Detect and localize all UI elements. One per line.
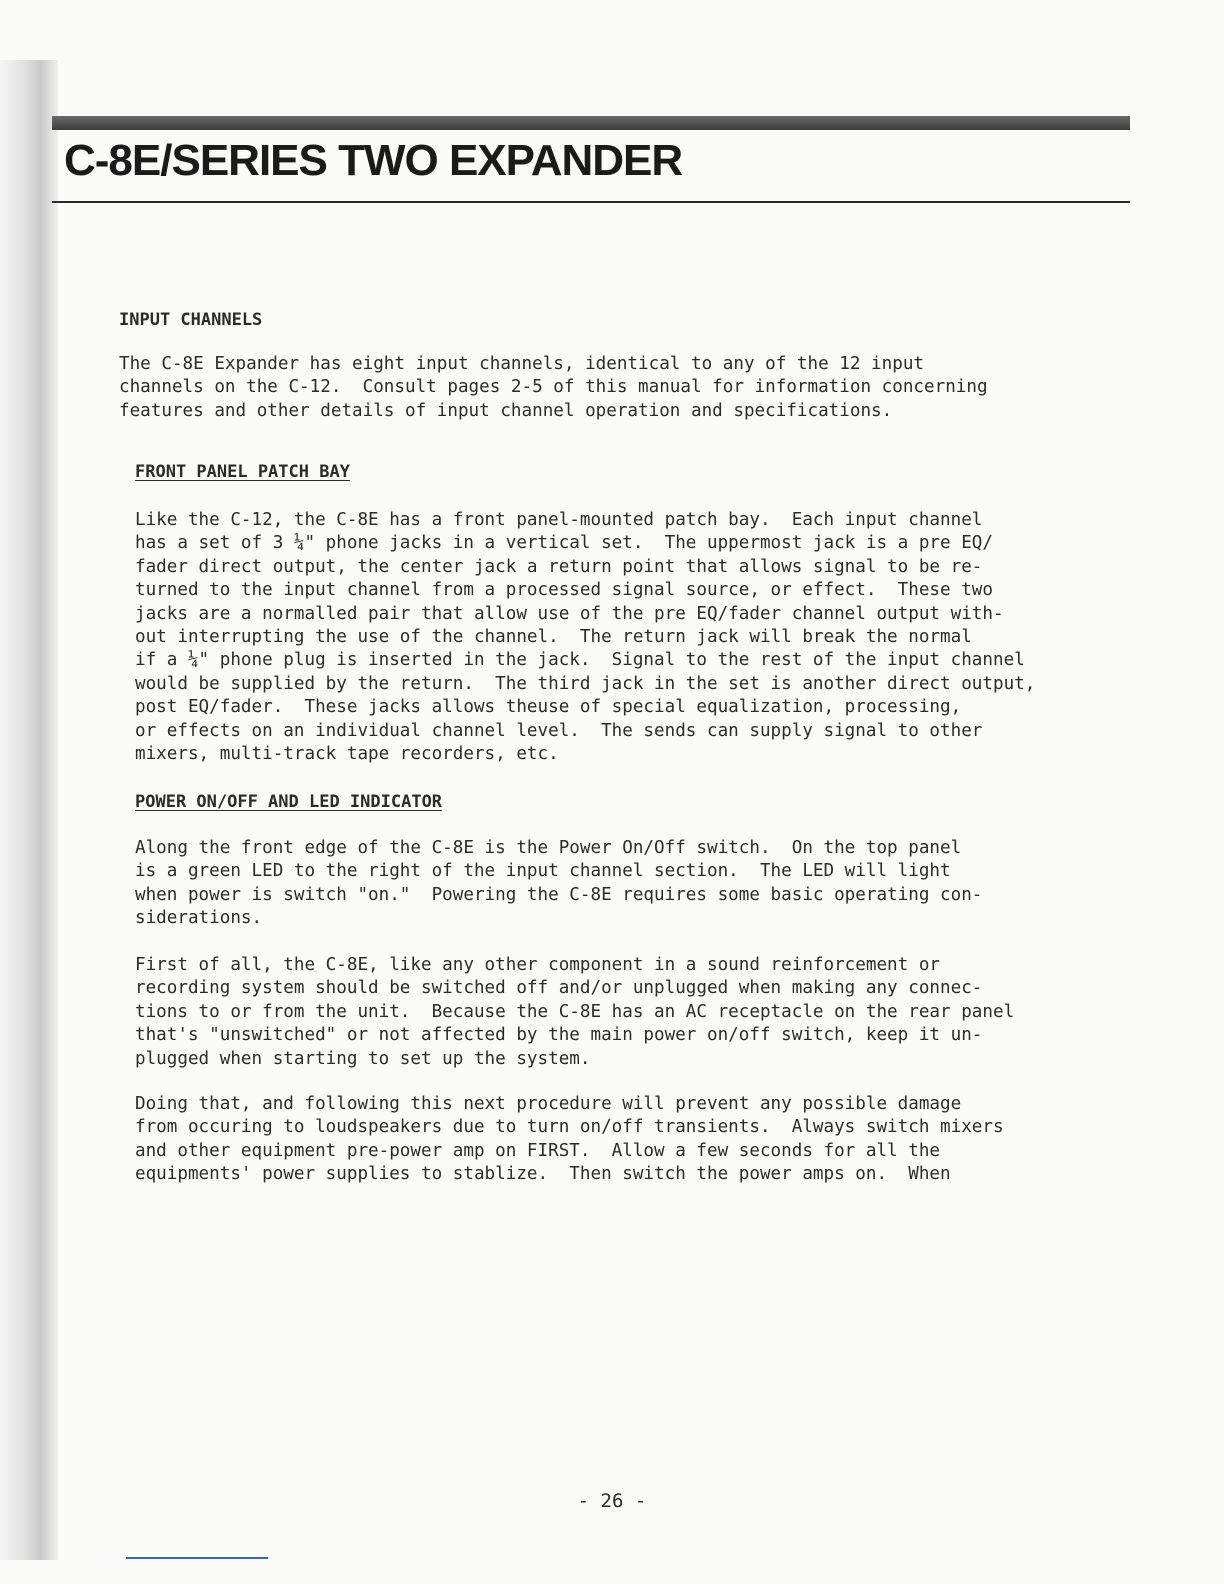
paragraph-line: mixers, multi-track tape recorders, etc. [135,744,559,765]
paragraph-power-1 [135,837,982,931]
paragraph-line: fader direct output, the center jack a return point that allows signal to be re- [135,556,983,577]
paragraph-power-2 [135,954,1014,1071]
paragraph-line: has a set of 3 ¼" phone jacks in a vertical set. The uppermost jack is a pre EQ/ [135,533,993,554]
paragraph-line: Like the C-12, the C-8E has a front panel-mounted patch bay. Each input channel [135,510,983,530]
paragraph-line: would be supplied by the return. The third jack in the set is another direct output, [135,673,1036,694]
section-heading-power: POWER ON/OFF AND LED INDICATOR [135,792,443,812]
paragraph-line: from occuring to loudspeakers due to turn on/off transients. Always switch mixers [135,1117,1004,1138]
paragraph-line: Doing that, and following this next procedure will prevent any possible damage [135,1094,962,1114]
paragraph-line: Along the front edge of the C-8E is the Power On/Off switch. On the top panel [135,838,962,858]
paragraph-line: The C-8E Expander has eight input channels, identical to any of the 12 input [119,354,925,374]
paragraph-line: recording system should be switched off and/or unplugged when making any connec- [135,978,983,999]
paragraph-line: when power is switch "on." Powering the C-8E requires some basic operating con- [135,884,983,905]
paragraph-line: features and other details of input channel operation and specifications. [119,400,893,421]
paragraph-line: that's "unswitched" or not affected by the main power on/off switch, keep it un- [135,1025,983,1046]
paragraph-line: jacks are a normalled pair that allow use of the pre EQ/fader channel output with- [135,603,1004,624]
paragraph-line: if a ¼" phone plug is inserted in the jack. Signal to the rest of the input channel [135,650,1025,671]
paragraph-line: siderations. [135,908,263,929]
binding-edge-shadow [0,60,58,1560]
paragraph-line: plugged when starting to set up the system. [135,1048,591,1069]
paragraph-patch-bay [135,509,1035,766]
paragraph-input-channels [119,353,988,423]
paragraph-line: channels on the C-12. Consult pages 2-5 of this manual for information concerning [119,377,988,398]
paragraph-line: turned to the input channel from a processed signal source, or effect. These two [135,580,993,601]
paragraph-line: First of all, the C-8E, like any other component in a sound reinforcement or [135,955,941,975]
section-heading-patch-bay: FRONT PANEL PATCH BAY [135,462,350,482]
paragraph-line: is a green LED to the right of the input channel section. The LED will light [135,861,951,882]
paragraph-power-3 [135,1093,1004,1187]
bottom-edge-mark [126,1557,268,1559]
header-rule [52,201,1130,203]
paragraph-line: out interrupting the use of the channel. The return jack will break the normal [135,627,972,648]
page-title: C-8E/SERIES TWO EXPANDER [64,136,683,185]
paragraph-line: post EQ/fader. These jacks allows theuse of special equalization, processing, [135,697,962,718]
paragraph-line: and other equipment pre-power amp on FIRST. Allow a few seconds for all the [135,1140,941,1161]
section-heading-input-channels: INPUT CHANNELS [119,310,263,330]
page-number: - 26 - [577,1490,647,1512]
header-bar [52,116,1130,130]
paragraph-line: tions to or from the unit. Because the C-8E has an AC receptacle on the rear panel [135,1001,1015,1022]
paragraph-line: or effects on an individual channel level. The sends can supply signal to other [135,720,983,741]
paragraph-line: equipments' power supplies to stablize. Then switch the power amps on. When [135,1164,951,1185]
